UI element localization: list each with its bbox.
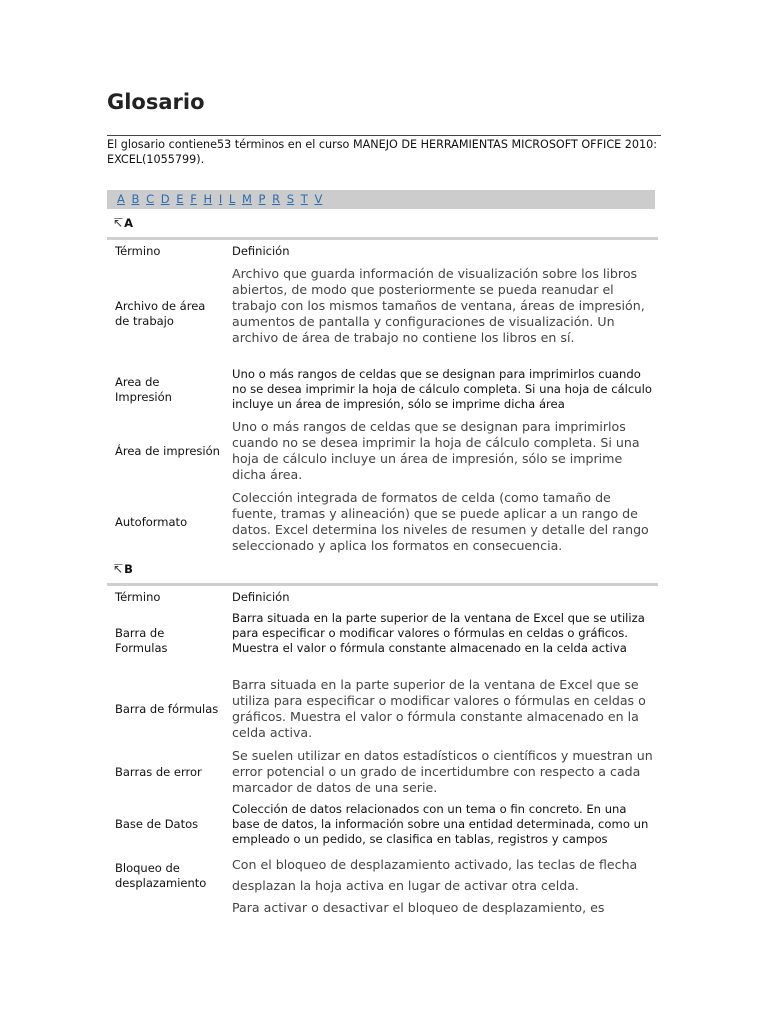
section-divider-a [107,237,658,240]
back-to-top-icon[interactable]: ↸ [113,216,124,230]
alpha-link-e[interactable]: E [176,192,184,206]
glossary-definition: Uno o más rangos de celdas que se designan para imprimirlos cuando no se desea imprimir la hoja de cálculo completa. Si una hoja de cálculo incluye un área de impresión, sólo se imprime dicha área. [232,419,640,482]
alpha-link-t[interactable]: T [300,192,308,206]
alpha-link-c[interactable]: C [146,192,155,206]
section-letter: A [124,216,133,230]
glossary-definition: Con el bloqueo de desplazamiento activado, las teclas de flecha desplazan la hoja activa en lugar de activar otra celda. [232,857,638,893]
alpha-link-b[interactable]: B [131,192,140,206]
glossary-term: Barra de fórmulas [115,701,219,716]
alpha-link-s[interactable]: S [286,192,295,206]
column-header-definition: Definición [232,590,290,604]
alpha-link-i[interactable]: I [218,192,223,206]
glossary-definition: Colección integrada de formatos de celda (como tamaño de fuente, tramas y alineación) que se puede aplicar a un rango de datos. Excel determina los niveles de resumen y detalle del rango seleccionado y aplica los formatos en consecuencia. [232,490,649,553]
page-title: Glosario [107,90,205,114]
column-header-definition: Definición [232,244,290,258]
glossary-definition: Colección de datos relacionados con un tema o fin concreto. En una base de datos, la información sobre una entidad determinada, como un empleado o un pedido, se clasifica en tablas, registros y campos [232,802,649,846]
glossary-term: Area de Impresión [115,375,172,404]
alpha-link-v[interactable]: V [314,192,323,206]
column-header-term: Término [115,590,161,604]
section-letter: B [124,562,133,576]
back-to-top-icon[interactable]: ↸ [113,562,124,576]
alpha-link-l[interactable]: L [228,192,236,206]
alpha-link-r[interactable]: R [272,192,281,206]
glossary-term: Barra de Formulas [115,626,168,655]
glossary-term: Bloqueo de desplazamiento [115,861,207,890]
alpha-link-p[interactable]: P [258,192,266,206]
glossary-definition: Se suelen utilizar en datos estadísticos o científicos y muestran un error potencial o un grado de incertidumbre con respecto a cada marcador de datos de una serie. [232,748,653,795]
column-header-term: Término [115,244,161,258]
section-heading-b [113,562,133,576]
alpha-link-d[interactable]: D [160,192,170,206]
glossary-term: Archivo de área de trabajo [115,298,206,328]
glossary-term: Autoformato [115,514,188,529]
glossary-definition-continued: Para activar o desactivar el bloqueo de desplazamiento, es [232,900,605,915]
alpha-link-a[interactable]: A [117,192,125,206]
glossary-term: Base de Datos [115,817,199,831]
glossary-definition: Barra situada en la parte superior de la ventana de Excel que se utiliza para especificar o modificar valores o fórmulas en celdas o gráficos. Muestra el valor o fórmula constante almacenado en la celda activa [232,611,645,655]
alpha-link-h[interactable]: H [203,192,213,206]
alpha-link-m[interactable]: M [241,192,252,206]
title-divider [107,135,661,136]
glossary-term: Barras de error [115,764,202,779]
alphabet-nav [107,190,655,209]
glossary-definition: Uno o más rangos de celdas que se designan para imprimirlos cuando no se desea imprimir la hoja de cálculo completa. Si una hoja de cálculo incluye un área de impresión, sólo se imprime dicha área [232,367,652,411]
glossary-definition: Barra situada en la parte superior de la ventana de Excel que se utiliza para especificar o modificar valores o fórmulas en celdas o gráficos. Muestra el valor o fórmula constante almacenado en la celda activa. [232,677,646,740]
alpha-link-f[interactable]: F [190,192,197,206]
section-heading-a [113,216,133,230]
glossary-term: Área de impresión [115,443,220,458]
glossary-definition: Archivo que guarda información de visualización sobre los libros abiertos, de modo que posteriormente se pueda reanudar el trabajo con los mismos tamaños de ventana, áreas de impresión, aumentos de pantalla y configuraciones de visualización. Un archivo de área de trabajo no contiene los libros en sí. [232,266,645,345]
section-divider-b [107,583,658,586]
intro-text: El glosario contiene53 términos en el curso MANEJO DE HERRAMIENTAS MICROSOFT OFFICE 2010: EXCEL(1055799). [107,138,658,166]
